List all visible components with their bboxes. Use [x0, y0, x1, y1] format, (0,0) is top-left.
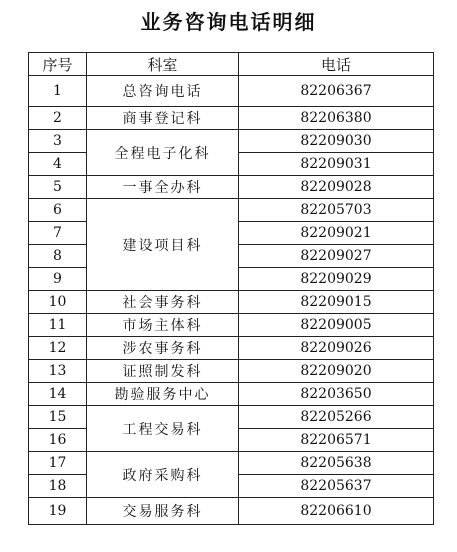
- table-row: [29, 452, 434, 475]
- row-dept: 全程电子化科: [87, 130, 239, 176]
- table-row: [29, 176, 434, 199]
- header-dept: 科室: [87, 53, 239, 76]
- row-phone: 82209030: [239, 130, 434, 153]
- row-dept: 一事全办科: [87, 176, 239, 199]
- table-row: [29, 360, 434, 383]
- row-dept: 交易服务科: [87, 498, 239, 525]
- row-phone: 82203650: [239, 383, 434, 406]
- table-row: [29, 291, 434, 314]
- row-phone: 82209027: [239, 245, 434, 268]
- row-seq: 8: [29, 245, 87, 268]
- row-dept: 政府采购科: [87, 452, 239, 498]
- row-seq: 17: [29, 452, 87, 475]
- table-row: [29, 130, 434, 153]
- row-phone: 82209021: [239, 222, 434, 245]
- table-row: [29, 337, 434, 360]
- row-seq: 13: [29, 360, 87, 383]
- phone-directory-table: [28, 52, 434, 525]
- table-row: [29, 406, 434, 429]
- header-phone: 电话: [239, 53, 434, 76]
- row-dept: 涉农事务科: [87, 337, 239, 360]
- row-phone: 82209020: [239, 360, 434, 383]
- row-phone: 82206610: [239, 498, 434, 525]
- row-seq: 1: [29, 76, 87, 107]
- row-dept: 总咨询电话: [87, 76, 239, 107]
- row-phone: 82205266: [239, 406, 434, 429]
- row-phone: 82206380: [239, 107, 434, 130]
- row-dept: 证照制发科: [87, 360, 239, 383]
- row-seq: 2: [29, 107, 87, 130]
- row-dept: 勘验服务中心: [87, 383, 239, 406]
- row-seq: 5: [29, 176, 87, 199]
- row-phone: 82205638: [239, 452, 434, 475]
- row-phone: 82209005: [239, 314, 434, 337]
- row-seq: 9: [29, 268, 87, 291]
- row-seq: 10: [29, 291, 87, 314]
- row-dept: 工程交易科: [87, 406, 239, 452]
- row-seq: 15: [29, 406, 87, 429]
- table-row: [29, 383, 434, 406]
- row-seq: 7: [29, 222, 87, 245]
- table-row: [29, 498, 434, 525]
- row-dept: 商事登记科: [87, 107, 239, 130]
- table-header-row: [29, 53, 434, 76]
- row-seq: 11: [29, 314, 87, 337]
- row-phone: 82209031: [239, 153, 434, 176]
- row-phone: 82205637: [239, 475, 434, 498]
- row-phone: 82209026: [239, 337, 434, 360]
- table-row: [29, 199, 434, 222]
- table-row: [29, 107, 434, 130]
- row-seq: 12: [29, 337, 87, 360]
- row-seq: 3: [29, 130, 87, 153]
- page-title: 业务咨询电话明细: [140, 10, 317, 34]
- row-phone: 82206571: [239, 429, 434, 452]
- row-seq: 14: [29, 383, 87, 406]
- row-seq: 18: [29, 475, 87, 498]
- row-seq: 6: [29, 199, 87, 222]
- row-phone: 82209028: [239, 176, 434, 199]
- row-phone: 82206367: [239, 76, 434, 107]
- row-dept: 市场主体科: [87, 314, 239, 337]
- row-seq: 19: [29, 498, 87, 525]
- row-seq: 4: [29, 153, 87, 176]
- row-seq: 16: [29, 429, 87, 452]
- row-dept: 社会事务科: [87, 291, 239, 314]
- row-phone: 82205703: [239, 199, 434, 222]
- table-row: [29, 314, 434, 337]
- row-phone: 82209029: [239, 268, 434, 291]
- table-row: [29, 76, 434, 107]
- row-dept: 建设项目科: [87, 199, 239, 291]
- header-seq: 序号: [29, 53, 87, 76]
- row-phone: 82209015: [239, 291, 434, 314]
